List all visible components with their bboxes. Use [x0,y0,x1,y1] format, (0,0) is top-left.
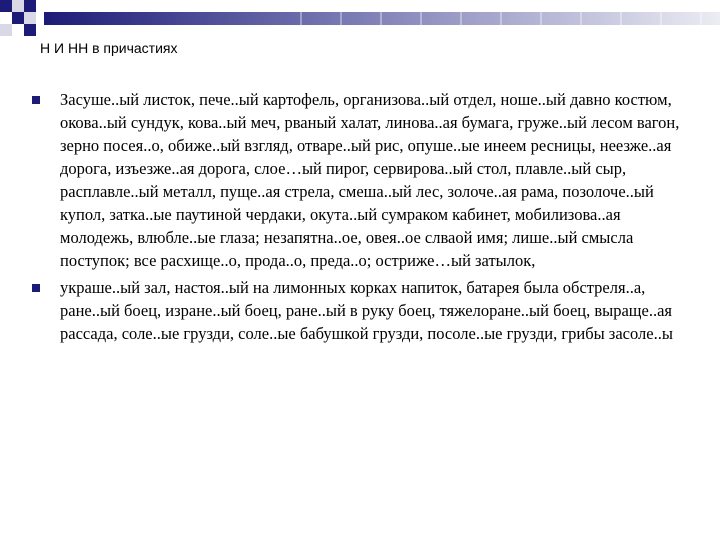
bullet-list [30,88,690,349]
decor-square [12,12,24,24]
decor-square [24,24,36,36]
list-item [30,88,690,272]
slide-title: Н И НН в причастиях [40,40,178,56]
decor-square [24,0,36,12]
bullet-square-icon [32,96,40,104]
bullet-text: Засуше..ый листок, пече..ый картофель, организова..ый отдел, ноше..ый давно костюм, окова..ый сундук, кова..ый меч, рваный халат, линова..ая бумага, груже..ый лесом вагон, зерно посея..о, обиже..ый взгляд, отваре..ый рис, опуше..ые инеем ресницы, неезже..ая дорога, изъезже..ая дорога, слое…ый пирог, сервирова..ый стол, плавле..ый сыр, расплавле..ый металл, пуще..ая стрела, смеша..ый лес, золоче..ая рама, позолоче..ый купол, затка..ые паутиной чердаки, окута..ый сумраком кабинет, мобилизова..ая молодежь, влюбле..ые глаза; незапятна..ое, овея..ое слваой имя; лише..ый смысла поступок; все расхище..о, прода..о, преда..о; остриже…ый затылок, [60,90,680,270]
decor-square [0,0,12,12]
list-item [30,276,690,345]
bullet-text: украше..ый зал, настоя..ый на лимонных корках напиток, батарея была обстреля..а, ране..ый боец, изране..ый боец, ране..ый в руку боец, тяжелоране..ый боец, выраще..ая рассада, соле..ые грузди, соле..ые бабушкой грузди, посоле..ые грузди, грибы засоле..ы [60,278,673,343]
decor-square [12,0,24,12]
header-decoration [0,0,720,40]
decor-square [0,24,12,36]
decor-square [24,12,36,24]
bullet-square-icon [32,284,40,292]
